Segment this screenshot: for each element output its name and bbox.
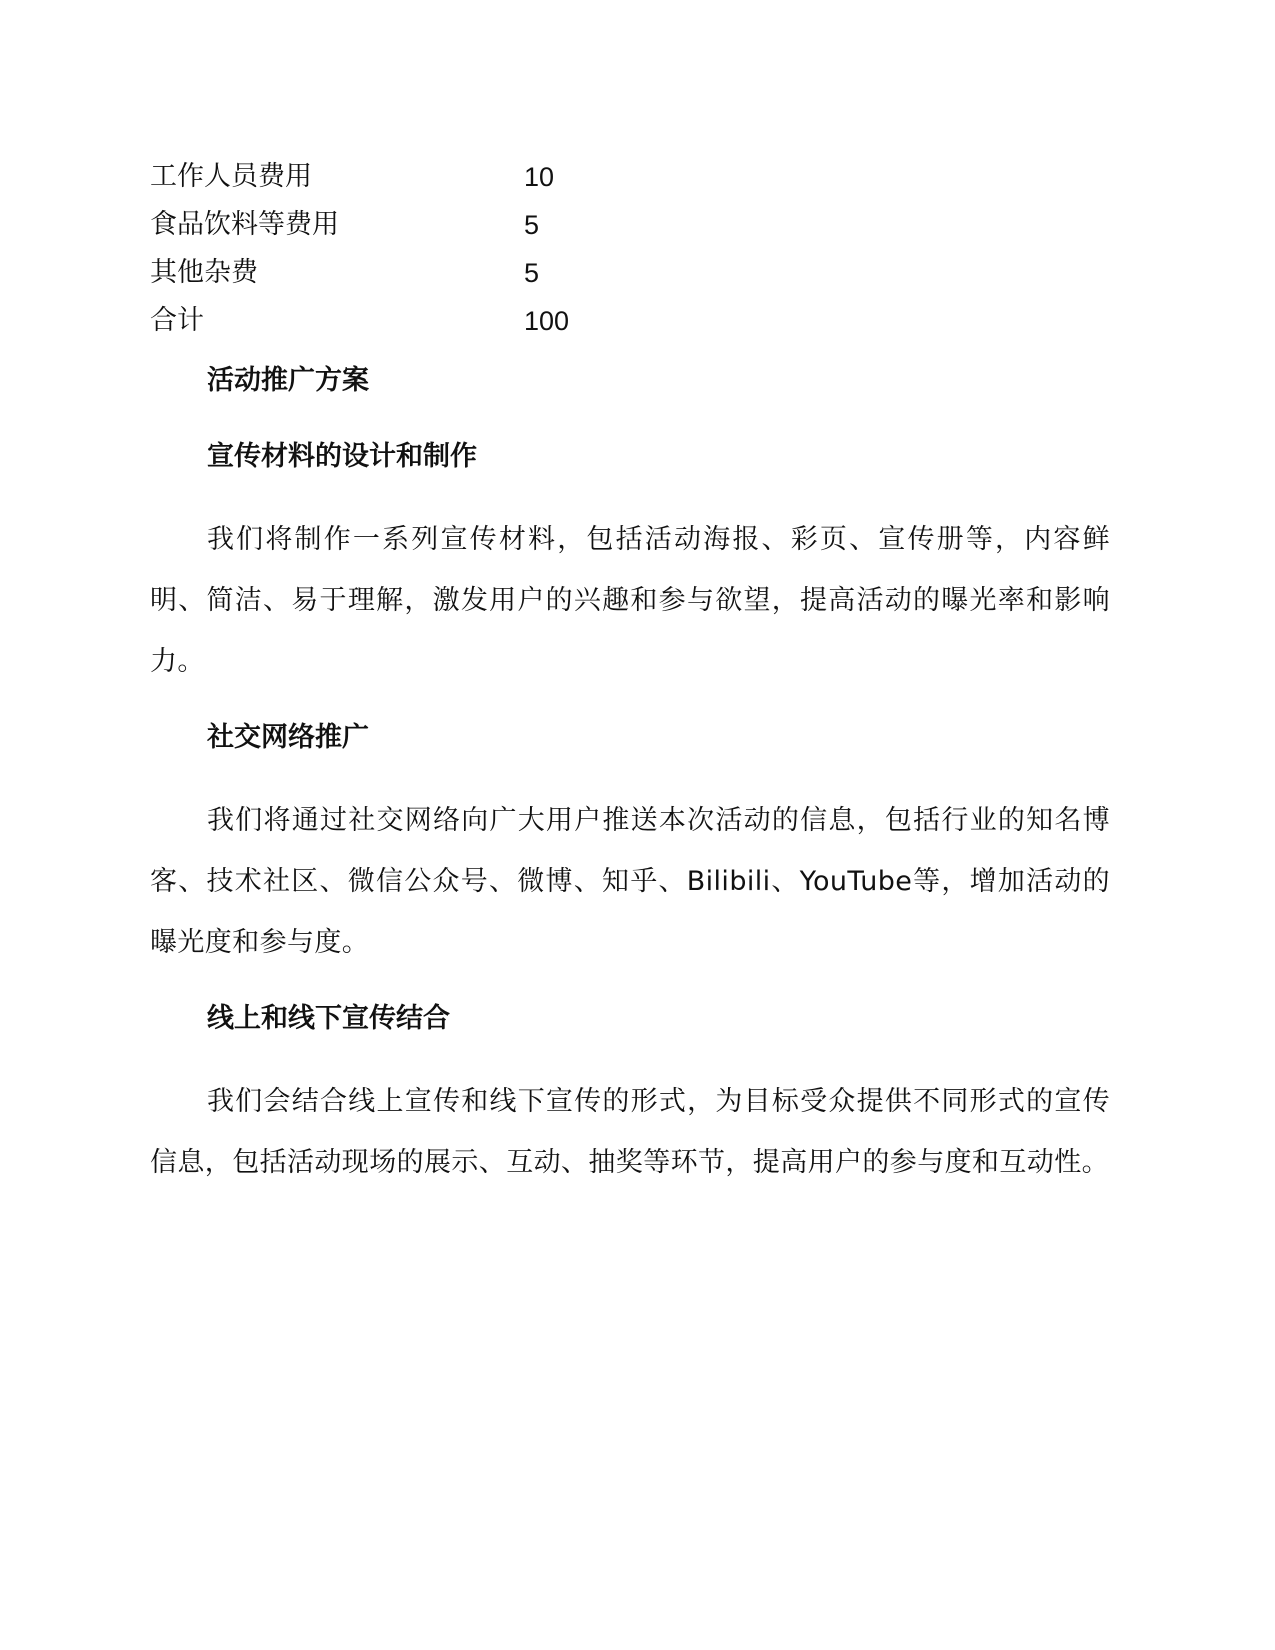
budget-value: 10 [524, 162, 555, 192]
budget-row [150, 249, 650, 297]
section-title: 活动推广方案 [207, 365, 369, 396]
budget-total-row [150, 297, 650, 345]
subsection-heading: 线上和线下宣传结合 [207, 1003, 450, 1034]
promotion-plan [150, 361, 1110, 1219]
budget-label: 食品饮料等费用 [150, 209, 339, 240]
paragraph: 我们会结合线上宣传和线下宣传的形式，为目标受众提供不同形式的宣传信息，包括活动现场的展示、互动、抽奖等环节，提高用户的参与度和互动性。 [150, 1086, 1110, 1178]
paragraph: 我们将制作一系列宣传材料，包括活动海报、彩页、宣传册等，内容鲜明、简洁、易于理解，激发用户的兴趣和参与欲望，提高活动的曝光率和影响力。 [150, 524, 1110, 677]
budget-label: 其他杂费 [150, 257, 258, 288]
budget-value: 5 [524, 258, 540, 288]
subsection-heading: 社交网络推广 [207, 722, 369, 753]
budget-table [150, 153, 650, 345]
budget-value: 5 [524, 210, 540, 240]
subsection-heading: 宣传材料的设计和制作 [207, 441, 477, 472]
budget-total-label: 合计 [150, 305, 204, 336]
budget-row [150, 153, 650, 201]
budget-total-value: 100 [524, 306, 570, 336]
budget-row [150, 201, 650, 249]
budget-label: 工作人员费用 [150, 161, 312, 192]
paragraph: 我们将通过社交网络向广大用户推送本次活动的信息，包括行业的知名博客、技术社区、微信公众号、微博、知乎、Bilibili、YouTube等，增加活动的曝光度和参与度。 [150, 805, 1110, 958]
